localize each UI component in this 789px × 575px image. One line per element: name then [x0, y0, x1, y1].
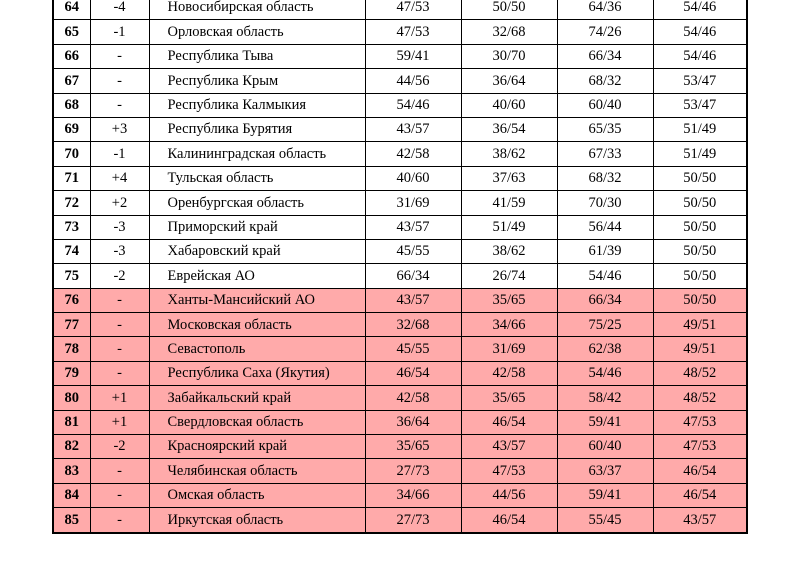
- table-row: [53, 410, 747, 434]
- value-cell-4: 47/53: [653, 410, 747, 434]
- value-cell-4: 48/52: [653, 386, 747, 410]
- value-cell-1: 35/65: [365, 435, 461, 459]
- table-row: [53, 435, 747, 459]
- value-cell-1: 47/53: [365, 20, 461, 44]
- value-cell-3: 64/36: [557, 0, 653, 20]
- change-cell: -4: [90, 0, 149, 20]
- rank-cell: 73: [53, 215, 90, 239]
- rating-table-container: [52, 0, 740, 534]
- value-cell-2: 38/62: [461, 239, 557, 263]
- rank-cell: 68: [53, 93, 90, 117]
- value-cell-1: 45/55: [365, 337, 461, 361]
- region-cell: Республика Саха (Якутия): [149, 361, 365, 385]
- rank-cell: 84: [53, 483, 90, 507]
- change-cell: -: [90, 288, 149, 312]
- change-cell: -2: [90, 264, 149, 288]
- value-cell-2: 51/49: [461, 215, 557, 239]
- rank-cell: 67: [53, 69, 90, 93]
- value-cell-2: 31/69: [461, 337, 557, 361]
- value-cell-1: 42/58: [365, 386, 461, 410]
- value-cell-4: 47/53: [653, 435, 747, 459]
- region-cell: Московская область: [149, 313, 365, 337]
- rank-cell: 69: [53, 117, 90, 141]
- region-cell: Челябинская область: [149, 459, 365, 483]
- region-cell: Тульская область: [149, 166, 365, 190]
- value-cell-3: 75/25: [557, 313, 653, 337]
- region-cell: Калининградская область: [149, 142, 365, 166]
- value-cell-4: 46/54: [653, 459, 747, 483]
- value-cell-4: 50/50: [653, 239, 747, 263]
- region-cell: Севастополь: [149, 337, 365, 361]
- value-cell-1: 31/69: [365, 191, 461, 215]
- value-cell-3: 67/33: [557, 142, 653, 166]
- table-row: [53, 117, 747, 141]
- value-cell-1: 54/46: [365, 93, 461, 117]
- rank-cell: 82: [53, 435, 90, 459]
- region-cell: Приморский край: [149, 215, 365, 239]
- table-row: [53, 508, 747, 533]
- value-cell-3: 68/32: [557, 166, 653, 190]
- value-cell-4: 54/46: [653, 20, 747, 44]
- value-cell-4: 54/46: [653, 44, 747, 68]
- value-cell-1: 43/57: [365, 215, 461, 239]
- value-cell-2: 46/54: [461, 508, 557, 533]
- value-cell-3: 68/32: [557, 69, 653, 93]
- rank-cell: 77: [53, 313, 90, 337]
- value-cell-2: 30/70: [461, 44, 557, 68]
- value-cell-3: 65/35: [557, 117, 653, 141]
- value-cell-4: 50/50: [653, 215, 747, 239]
- value-cell-1: 42/58: [365, 142, 461, 166]
- value-cell-3: 60/40: [557, 93, 653, 117]
- value-cell-3: 70/30: [557, 191, 653, 215]
- value-cell-4: 50/50: [653, 288, 747, 312]
- change-cell: -: [90, 361, 149, 385]
- table-row: [53, 0, 747, 20]
- region-cell: Красноярский край: [149, 435, 365, 459]
- value-cell-2: 44/56: [461, 483, 557, 507]
- value-cell-3: 54/46: [557, 361, 653, 385]
- value-cell-2: 46/54: [461, 410, 557, 434]
- table-row: [53, 20, 747, 44]
- rating-table-body: [53, 0, 747, 533]
- region-cell: Республика Бурятия: [149, 117, 365, 141]
- value-cell-2: 43/57: [461, 435, 557, 459]
- value-cell-2: 41/59: [461, 191, 557, 215]
- value-cell-3: 66/34: [557, 288, 653, 312]
- change-cell: -: [90, 93, 149, 117]
- value-cell-2: 36/64: [461, 69, 557, 93]
- value-cell-3: 56/44: [557, 215, 653, 239]
- table-row: [53, 142, 747, 166]
- value-cell-3: 63/37: [557, 459, 653, 483]
- value-cell-3: 61/39: [557, 239, 653, 263]
- value-cell-4: 54/46: [653, 0, 747, 20]
- rank-cell: 81: [53, 410, 90, 434]
- table-row: [53, 93, 747, 117]
- region-cell: Новосибирская область: [149, 0, 365, 20]
- rank-cell: 78: [53, 337, 90, 361]
- change-cell: -1: [90, 20, 149, 44]
- region-cell: Орловская область: [149, 20, 365, 44]
- table-row: [53, 215, 747, 239]
- value-cell-1: 46/54: [365, 361, 461, 385]
- value-cell-1: 59/41: [365, 44, 461, 68]
- value-cell-3: 62/38: [557, 337, 653, 361]
- value-cell-2: 35/65: [461, 386, 557, 410]
- value-cell-1: 40/60: [365, 166, 461, 190]
- rank-cell: 74: [53, 239, 90, 263]
- region-cell: Еврейская АО: [149, 264, 365, 288]
- value-cell-3: 55/45: [557, 508, 653, 533]
- value-cell-4: 49/51: [653, 313, 747, 337]
- region-cell: Свердловская область: [149, 410, 365, 434]
- value-cell-1: 43/57: [365, 117, 461, 141]
- rank-cell: 71: [53, 166, 90, 190]
- table-row: [53, 483, 747, 507]
- value-cell-2: 36/54: [461, 117, 557, 141]
- value-cell-4: 48/52: [653, 361, 747, 385]
- value-cell-3: 54/46: [557, 264, 653, 288]
- value-cell-3: 59/41: [557, 410, 653, 434]
- change-cell: -: [90, 459, 149, 483]
- value-cell-3: 59/41: [557, 483, 653, 507]
- region-cell: Республика Тыва: [149, 44, 365, 68]
- table-row: [53, 337, 747, 361]
- rank-cell: 65: [53, 20, 90, 44]
- value-cell-2: 35/65: [461, 288, 557, 312]
- table-row: [53, 288, 747, 312]
- table-row: [53, 69, 747, 93]
- value-cell-2: 26/74: [461, 264, 557, 288]
- change-cell: -1: [90, 142, 149, 166]
- value-cell-1: 43/57: [365, 288, 461, 312]
- change-cell: +1: [90, 410, 149, 434]
- change-cell: -: [90, 69, 149, 93]
- change-cell: -: [90, 483, 149, 507]
- rank-cell: 76: [53, 288, 90, 312]
- change-cell: -3: [90, 239, 149, 263]
- rank-cell: 79: [53, 361, 90, 385]
- value-cell-1: 32/68: [365, 313, 461, 337]
- change-cell: -3: [90, 215, 149, 239]
- rank-cell: 85: [53, 508, 90, 533]
- value-cell-4: 46/54: [653, 483, 747, 507]
- value-cell-4: 50/50: [653, 191, 747, 215]
- change-cell: +2: [90, 191, 149, 215]
- table-row: [53, 386, 747, 410]
- value-cell-1: 45/55: [365, 239, 461, 263]
- rating-table: [52, 0, 748, 534]
- value-cell-4: 51/49: [653, 142, 747, 166]
- region-cell: Республика Крым: [149, 69, 365, 93]
- change-cell: -: [90, 44, 149, 68]
- table-row: [53, 264, 747, 288]
- value-cell-1: 36/64: [365, 410, 461, 434]
- value-cell-2: 42/58: [461, 361, 557, 385]
- value-cell-2: 37/63: [461, 166, 557, 190]
- value-cell-2: 40/60: [461, 93, 557, 117]
- change-cell: -2: [90, 435, 149, 459]
- value-cell-3: 58/42: [557, 386, 653, 410]
- value-cell-1: 27/73: [365, 508, 461, 533]
- value-cell-3: 66/34: [557, 44, 653, 68]
- region-cell: Республика Калмыкия: [149, 93, 365, 117]
- rank-cell: 83: [53, 459, 90, 483]
- value-cell-2: 47/53: [461, 459, 557, 483]
- table-row: [53, 361, 747, 385]
- value-cell-2: 38/62: [461, 142, 557, 166]
- value-cell-3: 60/40: [557, 435, 653, 459]
- table-row: [53, 313, 747, 337]
- value-cell-1: 66/34: [365, 264, 461, 288]
- value-cell-1: 34/66: [365, 483, 461, 507]
- change-cell: +1: [90, 386, 149, 410]
- value-cell-2: 34/66: [461, 313, 557, 337]
- region-cell: Иркутская область: [149, 508, 365, 533]
- value-cell-3: 74/26: [557, 20, 653, 44]
- rank-cell: 64: [53, 0, 90, 20]
- table-row: [53, 44, 747, 68]
- rank-cell: 72: [53, 191, 90, 215]
- table-row: [53, 166, 747, 190]
- change-cell: +4: [90, 166, 149, 190]
- region-cell: Оренбургская область: [149, 191, 365, 215]
- value-cell-2: 32/68: [461, 20, 557, 44]
- value-cell-2: 50/50: [461, 0, 557, 20]
- table-row: [53, 239, 747, 263]
- rank-cell: 80: [53, 386, 90, 410]
- rank-cell: 75: [53, 264, 90, 288]
- rank-cell: 66: [53, 44, 90, 68]
- table-row: [53, 191, 747, 215]
- region-cell: Омская область: [149, 483, 365, 507]
- region-cell: Забайкальский край: [149, 386, 365, 410]
- rank-cell: 70: [53, 142, 90, 166]
- region-cell: Ханты-Мансийский АО: [149, 288, 365, 312]
- value-cell-1: 44/56: [365, 69, 461, 93]
- value-cell-4: 43/57: [653, 508, 747, 533]
- change-cell: +3: [90, 117, 149, 141]
- value-cell-4: 53/47: [653, 69, 747, 93]
- value-cell-4: 51/49: [653, 117, 747, 141]
- value-cell-4: 50/50: [653, 264, 747, 288]
- change-cell: -: [90, 337, 149, 361]
- value-cell-4: 49/51: [653, 337, 747, 361]
- value-cell-1: 27/73: [365, 459, 461, 483]
- region-cell: Хабаровский край: [149, 239, 365, 263]
- change-cell: -: [90, 313, 149, 337]
- value-cell-4: 50/50: [653, 166, 747, 190]
- value-cell-4: 53/47: [653, 93, 747, 117]
- table-row: [53, 459, 747, 483]
- change-cell: -: [90, 508, 149, 533]
- value-cell-1: 47/53: [365, 0, 461, 20]
